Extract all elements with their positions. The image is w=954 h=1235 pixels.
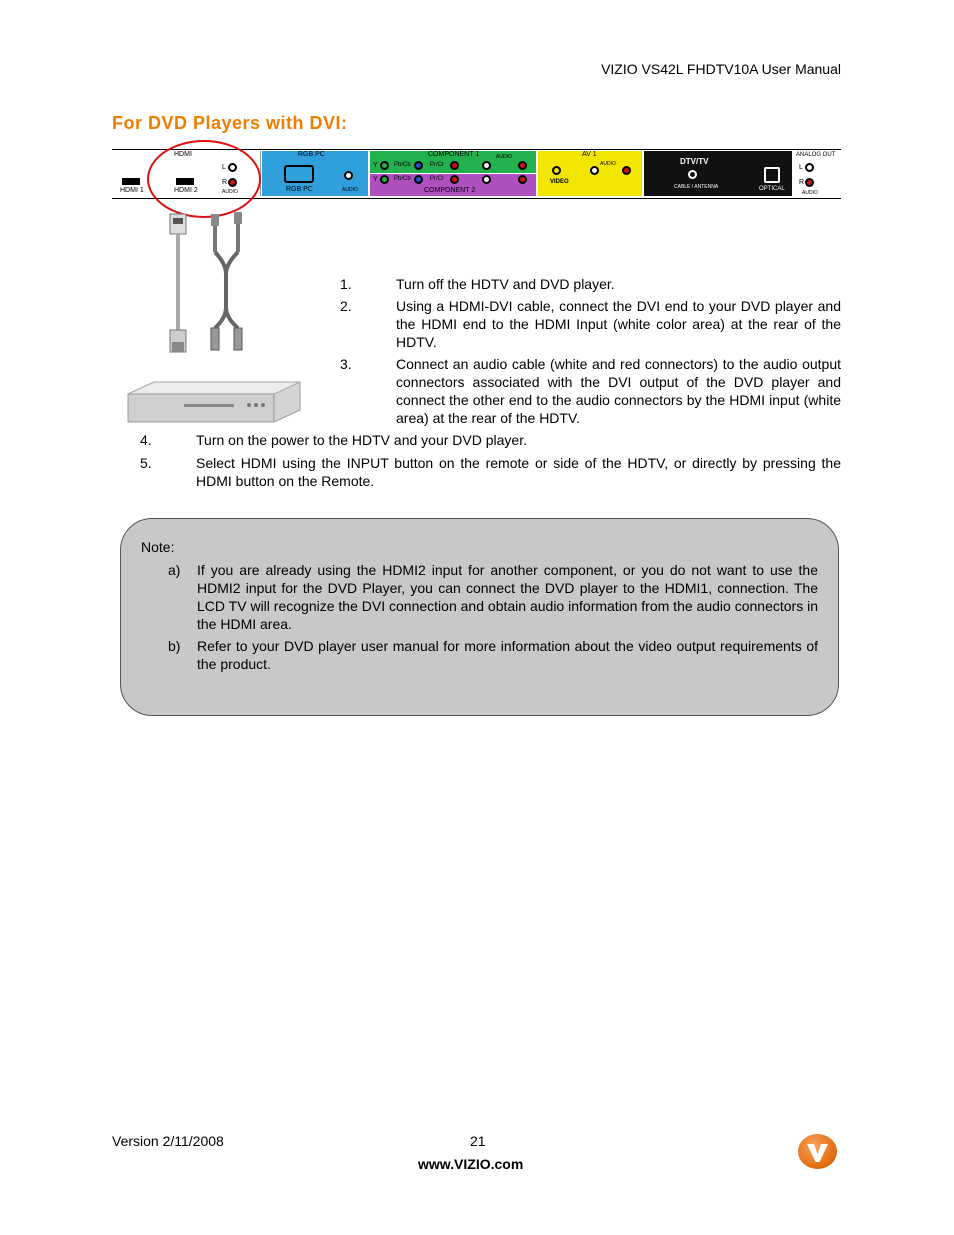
hdmi1-label: HDMI 1 — [120, 187, 144, 194]
comp2-pr-label: Pr/Cr — [430, 176, 444, 182]
hdmi1-port — [122, 178, 140, 185]
rgb-area-label: RGB PC — [298, 151, 325, 158]
comp1-y-port — [380, 161, 389, 170]
av1-area — [538, 151, 642, 196]
hdmi2-label: HDMI 2 — [174, 187, 198, 194]
step-1 — [340, 275, 841, 293]
out-r-label: R — [799, 179, 805, 186]
section-title: For DVD Players with DVI: — [112, 113, 348, 133]
step-number: 1. — [340, 276, 352, 292]
note-item-mark: a) — [168, 562, 181, 578]
dtv-area — [644, 151, 792, 196]
dtv-label: DTV/TV — [680, 157, 709, 166]
optical-label: OPTICAL — [759, 186, 785, 192]
step-4 — [140, 431, 841, 449]
comp1-pb-label: Pb/Cb — [394, 162, 411, 168]
step-text: Connect an audio cable (white and red connectors) to the audio output connectors associated with the DVI output of the DVD player and connect the other end to the audio connectors by the HDMI input (white area) at the rear of the HDTV. — [396, 356, 841, 426]
note-heading: Note: — [141, 539, 175, 555]
rgb-audio-port — [344, 171, 353, 180]
note-item-text: Refer to your DVD player user manual for more information about the video output requirements of the product. — [197, 638, 818, 672]
step-number: 3. — [340, 356, 352, 372]
component1-label: COMPONENT 1 — [428, 151, 480, 158]
step-2 — [340, 297, 841, 351]
comp2-y-label: Y — [373, 176, 378, 183]
video-label: VIDEO — [550, 179, 569, 185]
component2-area — [370, 174, 536, 196]
step-number: 2. — [340, 298, 352, 314]
comp2-pr-port — [450, 175, 459, 184]
av1-label: AV 1 — [582, 151, 597, 158]
analog-out-area — [794, 151, 841, 196]
dvd-player-illustration — [124, 380, 302, 424]
footer-url[interactable]: www.VIZIO.com — [418, 1156, 524, 1172]
comp1-pr-port — [450, 161, 459, 170]
cable-antenna-label: CABLE / ANTENNA — [674, 184, 719, 190]
comp1-audio-label: AUDIO — [496, 154, 512, 160]
hdmi-highlight-circle — [147, 140, 261, 218]
step-number: 4. — [140, 432, 152, 448]
footer-version: Version 2/11/2008 — [112, 1133, 224, 1149]
vizio-logo — [798, 1134, 837, 1169]
comp1-pr-label: Pr/Cr — [430, 162, 444, 168]
vga-port — [284, 165, 314, 183]
analog-out-label: ANALOG OUT — [796, 152, 836, 158]
av-audio-r-port — [622, 166, 631, 175]
step-text: Select HDMI using the INPUT button on the remote or side of the HDTV, or directly by pressing the HDMI button on the Remote. — [196, 455, 841, 489]
step-number: 5. — [140, 455, 152, 471]
hdmi-area-label: HDMI — [174, 151, 192, 158]
comp2-pb-label: Pb/Cb — [394, 176, 411, 182]
rgb-audio-label: AUDIO — [342, 187, 358, 193]
comp1-audio-r-port — [518, 161, 527, 170]
step-3 — [340, 355, 841, 427]
step-text: Turn off the HDTV and DVD player. — [396, 276, 615, 292]
video-port — [552, 166, 561, 175]
comp1-y-label: Y — [373, 162, 378, 169]
out-l-port — [805, 163, 814, 172]
manual-title: VIZIO VS42L FHDTV10A User Manual — [601, 61, 841, 77]
step-5 — [140, 454, 841, 490]
antenna-port — [688, 170, 697, 179]
note-item-mark: b) — [168, 638, 181, 654]
out-audio-label: AUDIO — [802, 190, 818, 196]
hdmi-r-label: R — [222, 179, 228, 186]
component2-label: COMPONENT 2 — [424, 187, 476, 194]
hdmi-audio-label: AUDIO — [222, 189, 238, 195]
comp2-audio-l-port — [482, 175, 491, 184]
note-item-text: If you are already using the HDMI2 input for another component, or you do not want to use the HDMI2 input for the DVD Player, you can connect the DVD player to the HDMI1, connection. The LCD TV will recognize the DVI connection and obtain audio information from the audio connectors in the HDMI area. — [197, 562, 818, 632]
hdmi-dvi-and-audio-cables-illustration — [160, 212, 260, 357]
rgb-pc-area — [262, 151, 368, 196]
av-audio-l-port — [590, 166, 599, 175]
comp2-y-port — [380, 175, 389, 184]
step-text: Using a HDMI-DVI cable, connect the DVI end to your DVD player and the HDMI end to the HDMI Input (white color area) at the rear of the HDTV. — [396, 298, 841, 350]
comp2-audio-r-port — [518, 175, 527, 184]
comp1-pb-port — [414, 161, 423, 170]
footer-page-number: 21 — [470, 1133, 486, 1149]
comp1-audio-l-port — [482, 161, 491, 170]
comp2-pb-port — [414, 175, 423, 184]
component1-area — [370, 151, 536, 173]
optical-port — [764, 167, 780, 183]
out-r-port — [805, 178, 814, 187]
av-audio-label: AUDIO — [600, 161, 616, 167]
v-logo-icon — [798, 1134, 837, 1169]
hdmi-l-label: L — [222, 164, 226, 171]
rgb-port-label: RGB PC — [286, 186, 313, 193]
out-l-label: L — [799, 164, 803, 171]
step-text: Turn on the power to the HDTV and your DVD player. — [196, 432, 527, 448]
